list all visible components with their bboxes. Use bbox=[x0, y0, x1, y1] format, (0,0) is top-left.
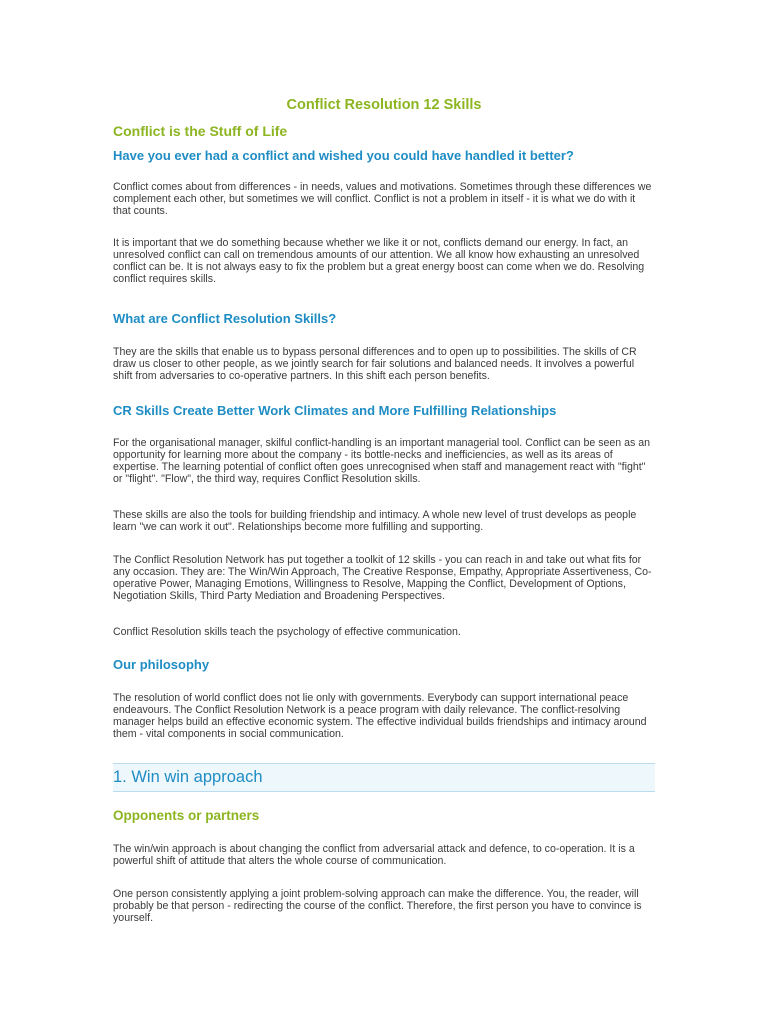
paragraph-win-win-approach: The win/win approach is about changing the conflict from adversarial attack and defence, to co-operation. It is a powerful shift of attitude that alters the whole course of communication. bbox=[113, 843, 635, 867]
paragraph-psychology: Conflict Resolution skills teach the psychology of effective communication. bbox=[113, 626, 461, 638]
paragraph-organisational-manager: For the organisational manager, skilful conflict-handling is an important managerial tool. Conflict can be seen as an opportunity for learning more about the company - its bottle-necks and inefficiencies, as well as its areas of expertise. The learning potential of conflict often goes unrecognised when staff and management react with "fight" or "flight". "Flow", the third way, requires Conflict Resolution skills. bbox=[113, 437, 651, 485]
paragraph-differences: Conflict comes about from differences - in needs, values and motivations. Sometimes through these differences we complement each other, but sometimes we will conflict. Conflict is not a problem in itself - it is what we do with it that counts. bbox=[113, 181, 652, 217]
document-title: Conflict Resolution 12 Skills bbox=[286, 97, 482, 113]
heading-our-philosophy: Our philosophy bbox=[113, 657, 210, 672]
heading-opponents-partners: Opponents or partners bbox=[113, 808, 260, 823]
section-header-bar bbox=[113, 763, 655, 792]
paragraph-bypass-differences: They are the skills that enable us to bypass personal differences and to open up to possibilities. The skills of CR draw us closer to other people, as we jointly search for fair solutions and balanced needs. It involves a powerful shift from adversaries to co-operative partners. In this shift each person benefits. bbox=[113, 346, 637, 382]
heading-cr-skills-climates: CR Skills Create Better Work Climates and More Fulfilling Relationships bbox=[113, 403, 557, 418]
paragraph-world-conflict: The resolution of world conflict does not lie only with governments. Everybody can support international peace endeavours. The Conflict Resolution Network is a peace program with daily relevance. The conflict-resolving manager helps build an effective economic system. The effective individual builds friendships and intimacy around them - vital components in social communication. bbox=[113, 692, 647, 740]
paragraph-friendship-intimacy: These skills are also the tools for building friendship and intimacy. A whole new level of trust develops as people learn "we can work it out". Relationships become more fulfilling and supporting. bbox=[113, 509, 637, 533]
paragraph-one-person: One person consistently applying a joint problem-solving approach can make the difference. You, the reader, will probably be that person - redirecting the course of the conflict. Therefore, the first person you have to convince is yourself. bbox=[113, 888, 642, 924]
heading-stuff-of-life: Conflict is the Stuff of Life bbox=[113, 123, 288, 139]
paragraph-toolkit: The Conflict Resolution Network has put together a toolkit of 12 skills - you can reach in and take out what fits for any occasion. They are: The Win/Win Approach, The Creative Response, Empathy, Appropriate Assertiveness, Co-operative Power, Managing Emotions, Willingness to Resolve, Mapping the Conflict, Development of Options, Negotiation Skills, Third Party Mediation and Broadening Perspectives. bbox=[113, 554, 652, 602]
heading-have-you-ever: Have you ever had a conflict and wished you could have handled it better? bbox=[113, 148, 574, 163]
heading-what-are-cr-skills: What are Conflict Resolution Skills? bbox=[113, 311, 337, 326]
section-title-win-win: 1. Win win approach bbox=[113, 768, 263, 786]
paragraph-energy: It is important that we do something because whether we like it or not, conflicts demand our energy. In fact, an unresolved conflict can call on tremendous amounts of our attention. We all know how exhausting an unresolved conflict can be. It is not always easy to fix the problem but a great energy boost can come when we do. Resolving conflict requires skills. bbox=[113, 237, 645, 285]
